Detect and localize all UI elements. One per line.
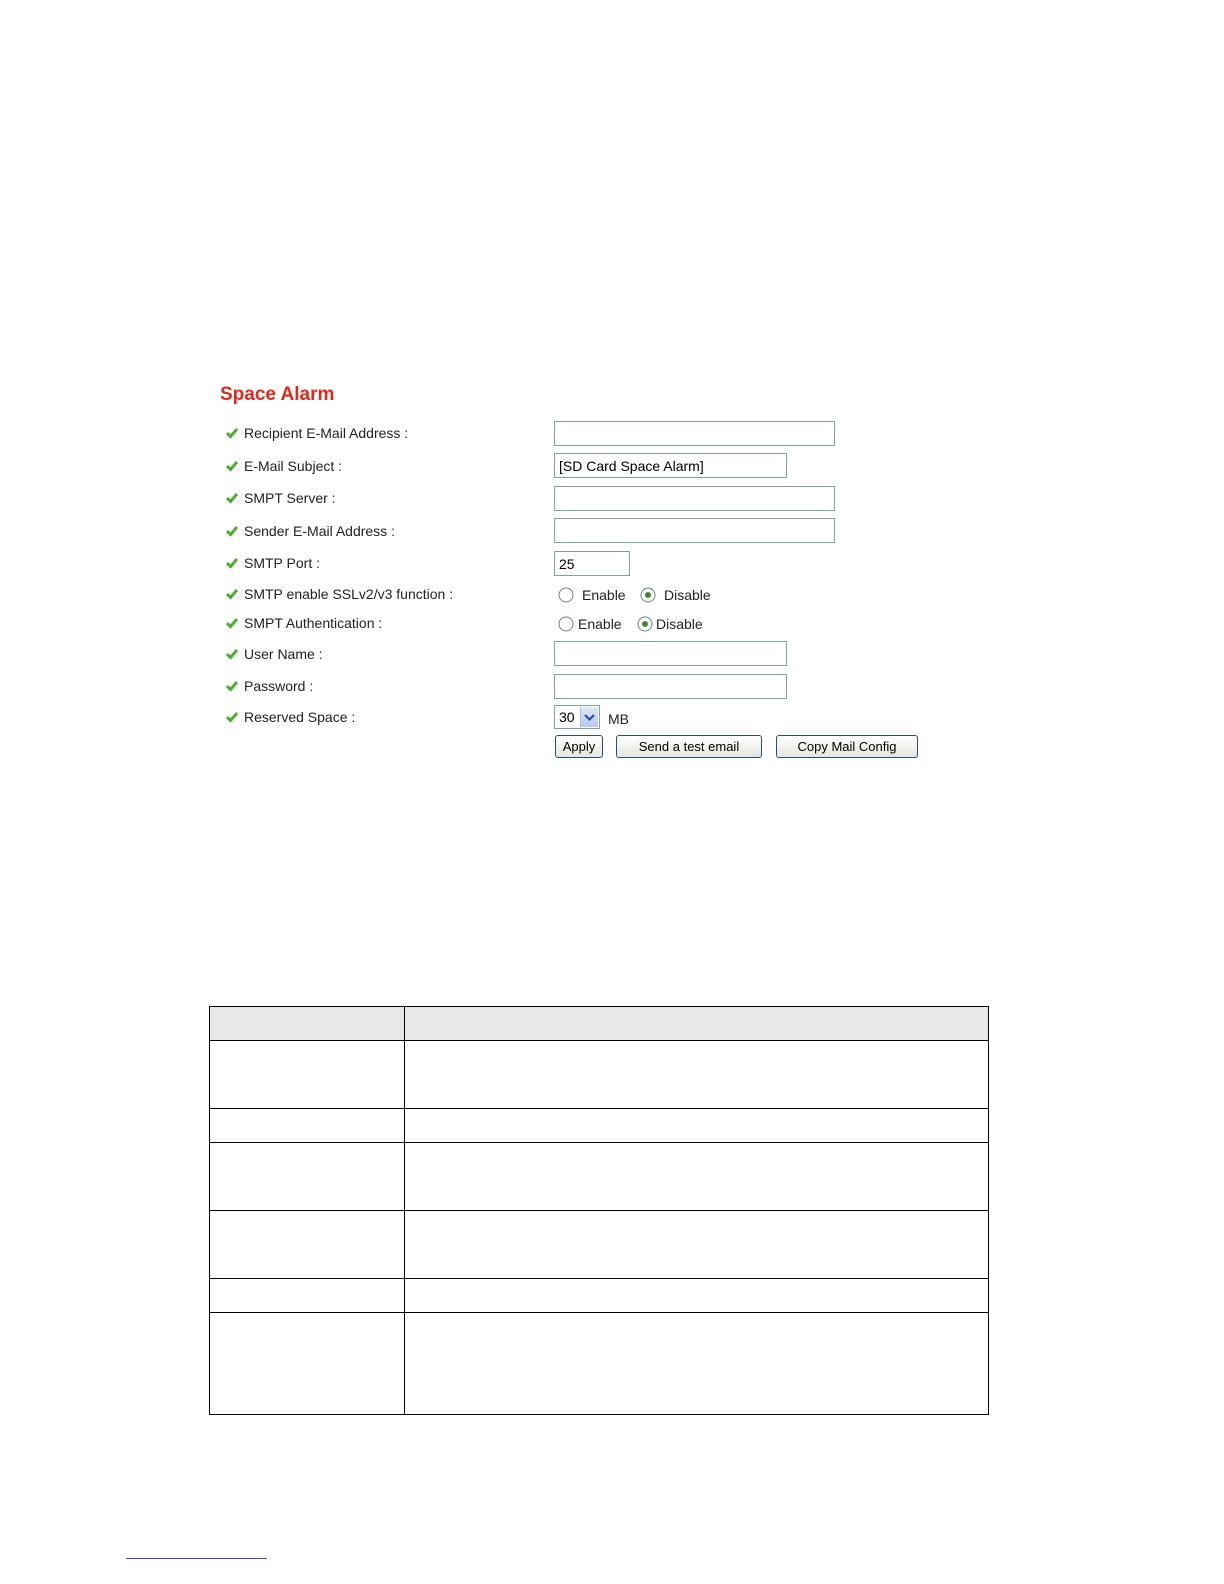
table-row [210, 1313, 989, 1415]
ssl-radio-group [558, 587, 738, 607]
table-cell [405, 1109, 989, 1143]
apply-button[interactable]: Apply [555, 735, 603, 758]
description-table [209, 1006, 989, 1415]
username-input[interactable] [554, 641, 787, 666]
table-cell [405, 1041, 989, 1109]
auth-radio-group [558, 616, 738, 636]
table-cell [210, 1211, 405, 1279]
green-check-icon [226, 427, 238, 439]
table-cell [210, 1109, 405, 1143]
ssl-label: SMTP enable SSLv2/v3 function : [244, 586, 454, 602]
green-check-icon [226, 588, 238, 600]
green-check-icon [226, 617, 238, 629]
sender-email-input[interactable] [554, 518, 835, 543]
reserved-space-unit: MB [608, 711, 629, 727]
table-cell [405, 1279, 989, 1313]
table-cell [210, 1279, 405, 1313]
auth-disable-label: Disable [656, 616, 703, 632]
table-row [210, 1109, 989, 1143]
auth-label: SMPT Authentication : [244, 615, 383, 631]
table-header-cell [405, 1007, 989, 1041]
send-test-email-button[interactable]: Send a test email [616, 735, 762, 758]
copy-mail-config-button[interactable]: Copy Mail Config [776, 735, 918, 758]
table-cell [405, 1211, 989, 1279]
footer-rule [126, 1558, 267, 1559]
table-header-cell [210, 1007, 405, 1041]
recipient-email-input[interactable] [554, 421, 835, 446]
smtp-server-input[interactable] [554, 486, 835, 511]
table-row [210, 1041, 989, 1109]
recipient-label: Recipient E-Mail Address : [244, 425, 409, 441]
sender-label: Sender E-Mail Address : [244, 523, 395, 539]
green-check-icon [226, 648, 238, 660]
subject-label: E-Mail Subject : [244, 458, 343, 474]
green-check-icon [226, 525, 238, 537]
table-header-row [210, 1007, 989, 1041]
smtp-port-input[interactable] [554, 551, 630, 576]
auth-disable-radio[interactable] [637, 616, 653, 632]
table-row [210, 1211, 989, 1279]
table-row [210, 1143, 989, 1211]
green-check-icon [226, 492, 238, 504]
smtp-port-label: SMTP Port : [244, 555, 320, 571]
green-check-icon [226, 680, 238, 692]
password-input[interactable] [554, 674, 787, 699]
table-cell [405, 1313, 989, 1415]
smtp-server-label: SMPT Server : [244, 490, 336, 506]
chevron-down-icon [581, 707, 598, 727]
green-check-icon [226, 557, 238, 569]
reserved-space-value: 30 [559, 709, 575, 725]
username-label: User Name : [244, 646, 323, 662]
table-cell [210, 1143, 405, 1211]
table-cell [210, 1041, 405, 1109]
ssl-disable-label: Disable [664, 587, 711, 603]
green-check-icon [226, 460, 238, 472]
ssl-disable-radio[interactable] [640, 587, 656, 603]
email-subject-input[interactable] [554, 453, 787, 478]
table-cell [210, 1313, 405, 1415]
select-arrow-button[interactable] [580, 707, 598, 727]
reserved-space-select[interactable] [554, 705, 600, 729]
ssl-enable-label: Enable [582, 587, 626, 603]
ssl-enable-radio[interactable] [558, 587, 574, 603]
password-label: Password : [244, 678, 314, 694]
reserved-space-label: Reserved Space : [244, 709, 356, 725]
section-title: Space Alarm [220, 384, 335, 405]
auth-enable-radio[interactable] [558, 616, 574, 632]
table-row [210, 1279, 989, 1313]
auth-enable-label: Enable [578, 616, 622, 632]
green-check-icon [226, 711, 238, 723]
table-cell [405, 1143, 989, 1211]
